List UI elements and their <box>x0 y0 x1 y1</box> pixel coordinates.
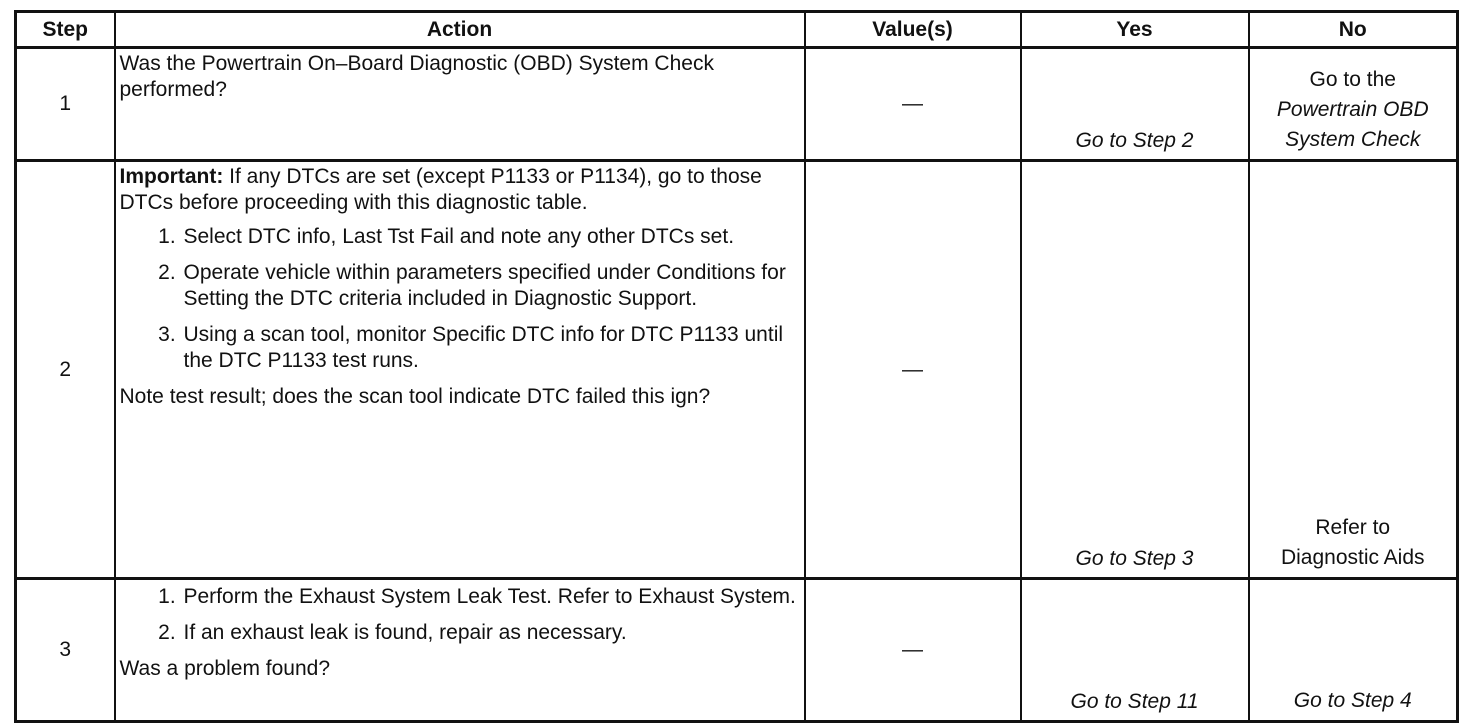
no-cell <box>1249 161 1458 579</box>
important-text: If any DTCs are set (except P1133 or P1134), go to those DTCs before proceeding with this diagnostic table. <box>119 165 762 214</box>
action-steps-list <box>120 584 798 646</box>
diagnostic-table <box>14 10 1459 723</box>
important-label: Important: <box>119 165 224 188</box>
action-steps-list <box>120 224 798 374</box>
list-item: 3. Using a scan tool, monitor Specific DTC info for DTC P1133 until the DTC P1133 test runs. <box>182 322 798 374</box>
no-cell <box>1249 48 1458 161</box>
step-number: 3 <box>16 579 115 722</box>
action-question: Was a problem found? <box>119 657 331 680</box>
value-cell: — <box>805 48 1021 161</box>
yes-cell: Go to Step 2 <box>1021 48 1249 161</box>
table-row-step-1 <box>16 48 1458 161</box>
header-step: Step <box>16 12 115 48</box>
step-number: 1 <box>16 48 115 161</box>
header-values: Value(s) <box>805 12 1021 48</box>
step-number: 2 <box>16 161 115 579</box>
no-reference-line-1: Powertrain OBD <box>1276 98 1429 121</box>
action-question: Was the Powertrain On–Board Diagnostic (OBD) System Check performed? <box>119 52 714 101</box>
action-cell <box>115 579 805 722</box>
no-text-line-1: Refer to <box>1315 516 1391 539</box>
important-note <box>120 164 798 216</box>
list-item: 1. Perform the Exhaust System Leak Test. Refer to Exhaust System. <box>182 584 798 610</box>
value-cell: — <box>805 161 1021 579</box>
table-row-step-2 <box>16 161 1458 579</box>
yes-cell: Go to Step 11 <box>1021 579 1249 722</box>
yes-cell: Go to Step 3 <box>1021 161 1249 579</box>
list-item: 1. Select DTC info, Last Tst Fail and note any other DTCs set. <box>182 224 798 250</box>
table-header <box>16 12 1458 48</box>
no-reference-line-2: System Check <box>1285 128 1421 151</box>
value-cell: — <box>805 579 1021 722</box>
action-question: Note test result; does the scan tool indicate DTC failed this ign? <box>119 385 711 408</box>
list-item: 2. Operate vehicle within parameters specified under Conditions for Setting the DTC criteria included in Diagnostic Support. <box>182 260 798 312</box>
no-text: Go to the <box>1309 68 1396 91</box>
action-cell <box>115 161 805 579</box>
list-item: 2. If an exhaust leak is found, repair as necessary. <box>182 620 798 646</box>
no-cell <box>1249 579 1458 722</box>
no-text-line-2: Diagnostic Aids <box>1280 546 1425 569</box>
table-row-step-3 <box>16 579 1458 722</box>
header-yes: Yes <box>1021 12 1249 48</box>
action-cell <box>115 48 805 161</box>
no-reference: Go to Step 4 <box>1293 689 1412 712</box>
header-no: No <box>1249 12 1458 48</box>
header-action: Action <box>115 12 805 48</box>
